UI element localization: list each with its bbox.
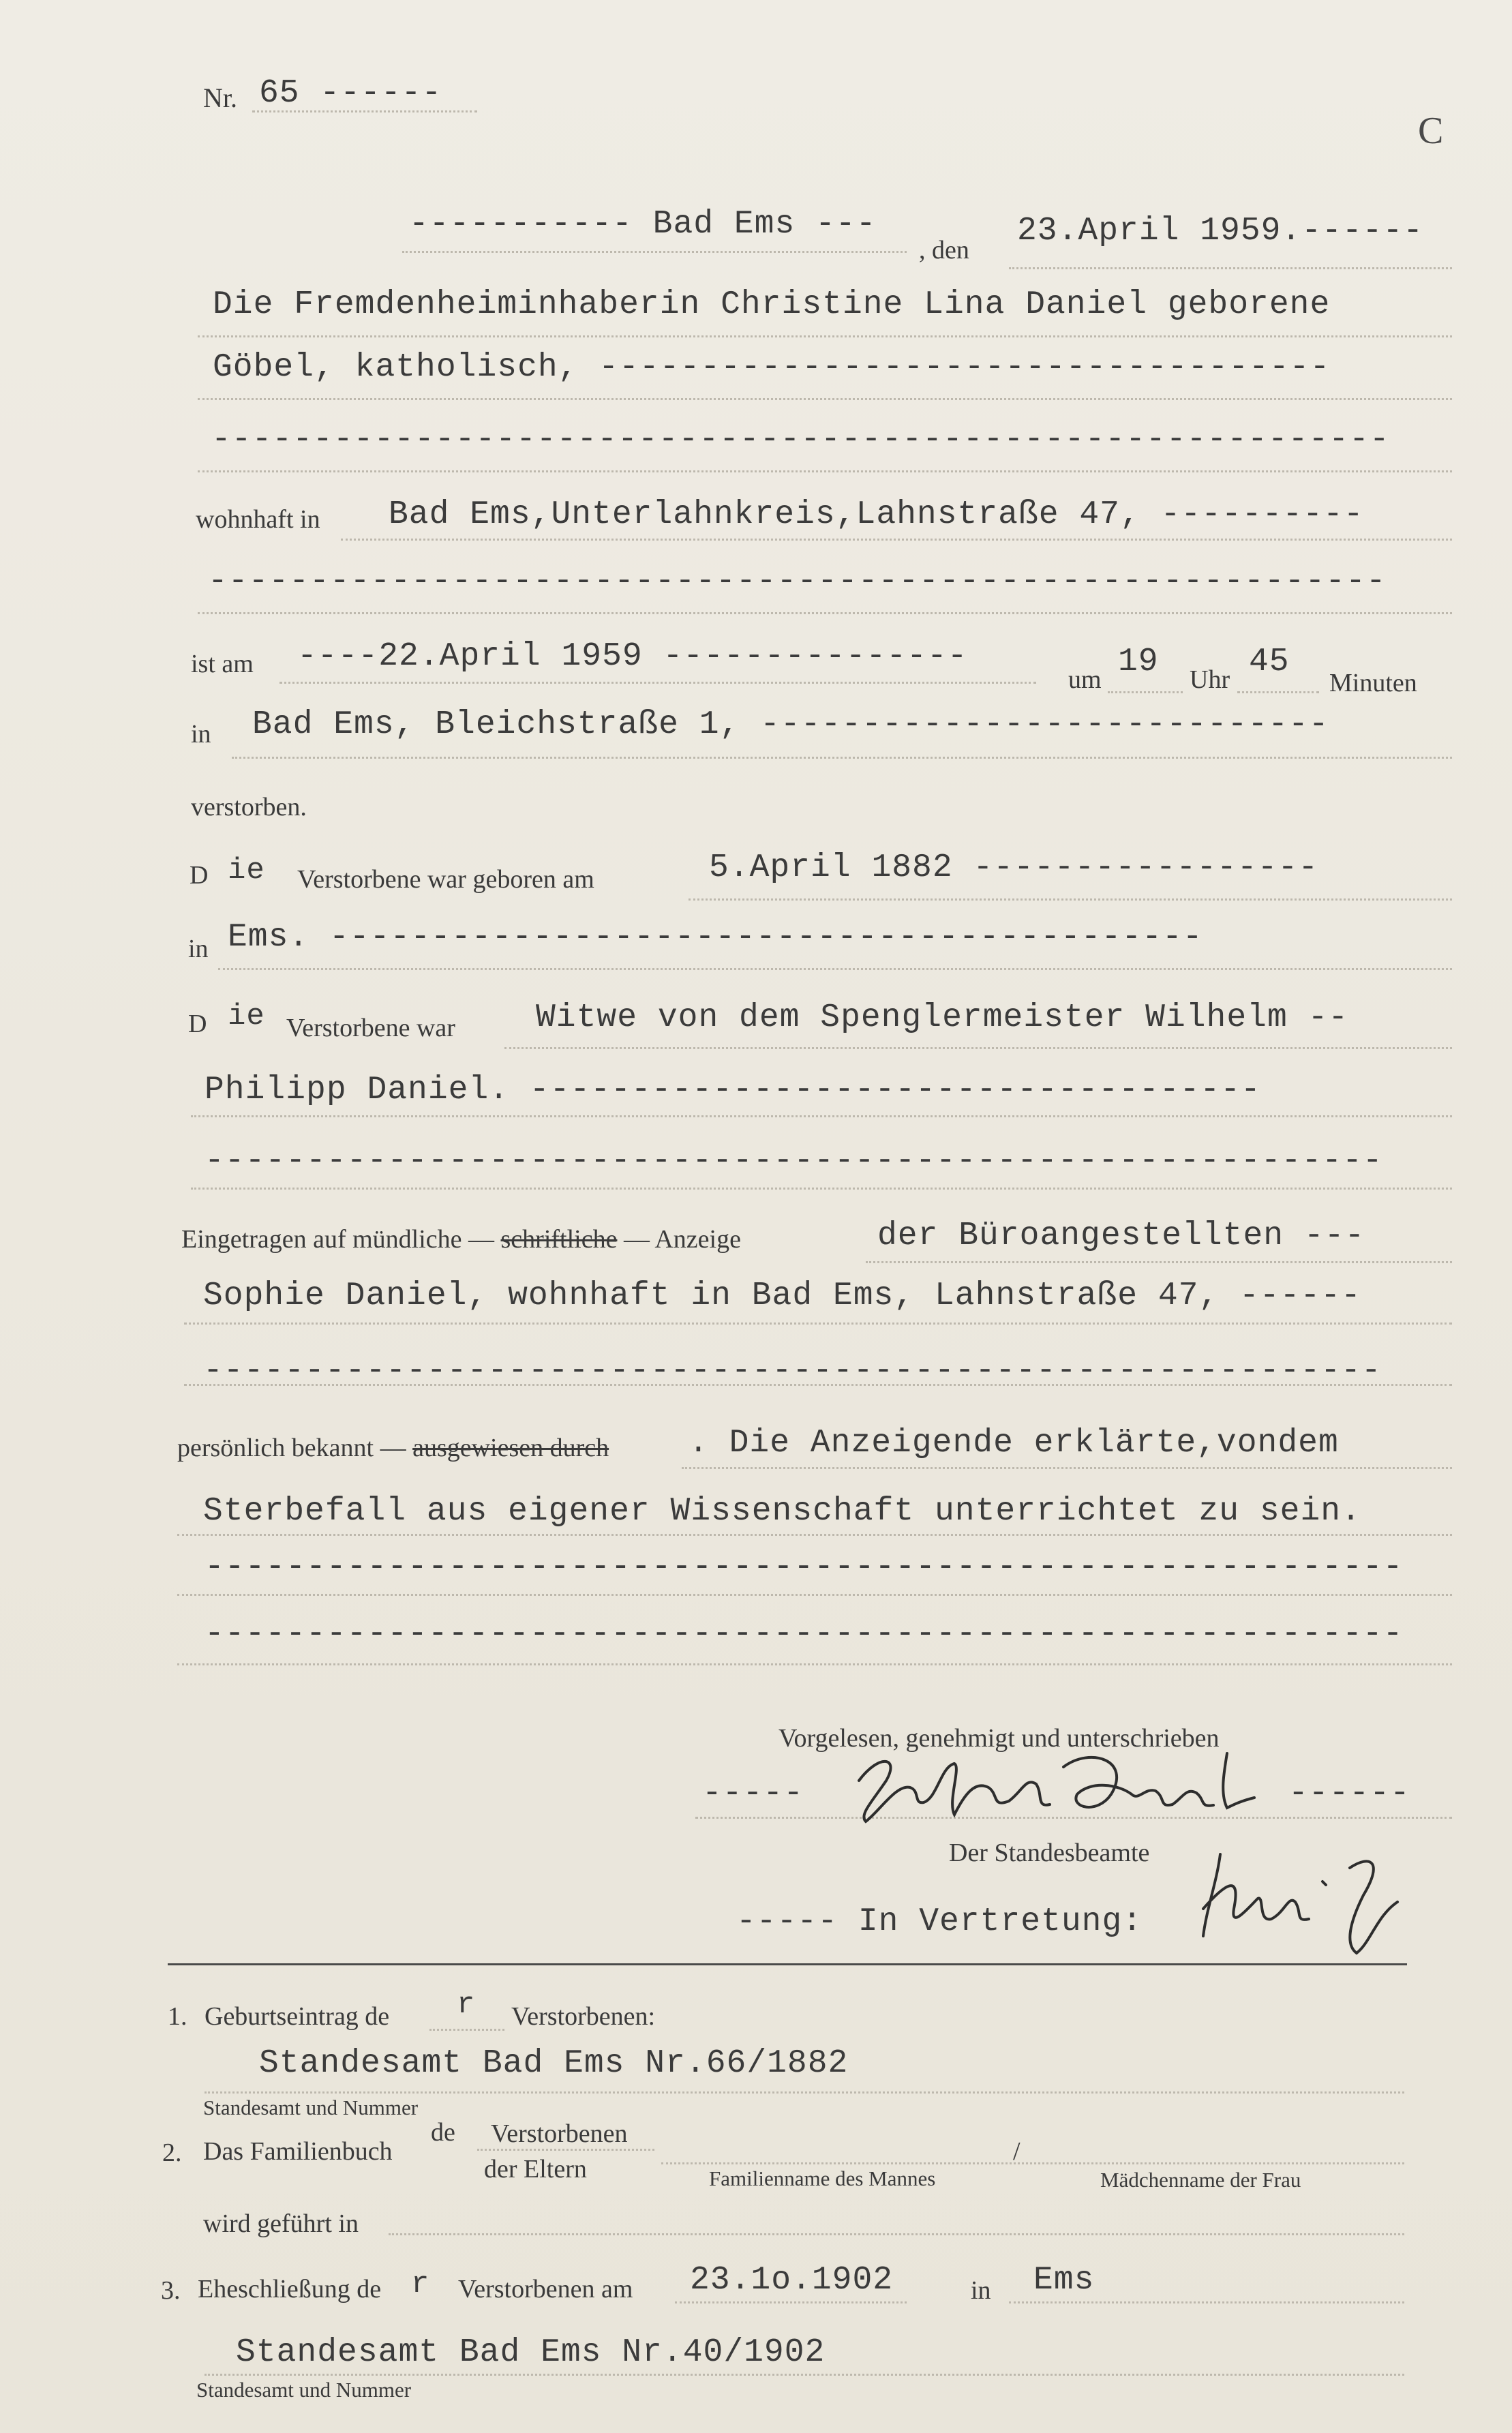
note-1-label: Geburtseintrag de (205, 2002, 390, 2031)
death-place-rule (232, 757, 1452, 759)
marital-line-3: ---------------------------------------------------------- (205, 1143, 1383, 1179)
note-2-deceased-rule (477, 2149, 654, 2151)
note-2-names-rule (661, 2162, 1404, 2164)
note-1-suffix: r (457, 1988, 476, 2022)
note-2-de: de (431, 2118, 455, 2147)
birth-label: Verstorbene war geboren am (297, 865, 594, 894)
read-approved-label: Vorgelesen, genehmigt und unterschrieben (778, 1724, 1220, 1753)
birth-place-rule (218, 968, 1452, 970)
known-label (177, 1433, 609, 1463)
entry-label-oral: Eingetragen auf mündliche — (181, 1225, 495, 1254)
declarant-line-3-rule (198, 470, 1452, 472)
death-place-label: in (191, 720, 211, 749)
entry-label (181, 1224, 741, 1254)
residence-line-2-rule (198, 612, 1452, 614)
known-line-2-rule (177, 1534, 1452, 1536)
entry-label-notice: — Anzeige (623, 1225, 741, 1254)
known-line-3-rule (177, 1594, 1452, 1596)
marital-label: Verstorbene war (286, 1014, 455, 1042)
note-2-kept-label: wird geführt in (203, 2209, 359, 2238)
birth-date: 5.April 1882 ----------------- (709, 849, 1319, 886)
residence-line-1-rule (341, 539, 1452, 541)
record-number-line (252, 110, 477, 112)
note-2-caption-wife: Mädchenname der Frau (1100, 2168, 1301, 2192)
declarant-line-2: Göbel, katholisch, ------------------------------------ (213, 349, 1331, 386)
death-date: ----22.April 1959 --------------- (297, 638, 968, 675)
known-label-struck: ausgewiesen durch (412, 1434, 609, 1462)
deputy-label: ----- In Vertretung: (736, 1903, 1143, 1940)
registrar-signature (1193, 1834, 1418, 1956)
birth-date-rule (689, 898, 1452, 901)
note-3-place: Ems (1033, 2262, 1095, 2299)
uhr-label: Uhr (1190, 665, 1230, 694)
signature-dash-right: ------ (1288, 1775, 1410, 1812)
known-line-4-rule (177, 1663, 1452, 1665)
note-3-date: 23.1o.1902 (690, 2262, 894, 2299)
death-minutes-rule (1237, 691, 1319, 693)
place-line (402, 251, 907, 253)
note-3-number: 3. (161, 2276, 181, 2305)
registry-place: ----------- Bad Ems --- (409, 206, 877, 243)
entry-label-written-struck: schriftliche (500, 1225, 618, 1254)
note-2-label: Das Familienbuch (203, 2137, 393, 2166)
known-line-1-rule (682, 1467, 1452, 1469)
informant-line-1-rule (866, 1261, 1452, 1263)
den-label: , den (919, 236, 969, 265)
um-label: um (1068, 665, 1102, 694)
informant-line-3-rule (184, 1384, 1452, 1386)
note-1-number: 1. (168, 2002, 187, 2031)
informant-line-1: der Büroangestellten --- (877, 1218, 1365, 1254)
death-place: Bad Ems, Bleichstraße 1, ---------------------------- (252, 706, 1329, 743)
birth-place-label: in (188, 935, 209, 963)
nr-label: Nr. (203, 82, 237, 113)
residence-line-2: ---------------------------------------------------------- (208, 563, 1387, 600)
informant-line-2: Sophie Daniel, wohnhaft in Bad Ems, Lahnstraße 47, ------ (203, 1278, 1361, 1314)
record-date: 23.April 1959.------ (1017, 213, 1424, 250)
marital-line-3-rule (191, 1188, 1452, 1190)
marital-line-1-rule (504, 1047, 1452, 1049)
residence-line-1: Bad Ems,Unterlahnkreis,Lahnstraße 47, ---------- (389, 496, 1364, 533)
note-3-label-b: Verstorbenen am (458, 2275, 633, 2303)
informant-line-3: ---------------------------------------------------------- (203, 1352, 1382, 1389)
marital-d-label: D (188, 1010, 207, 1038)
record-number: 65 ------ (259, 75, 442, 112)
date-line (1009, 267, 1452, 269)
minuten-label: Minuten (1329, 669, 1417, 697)
note-1-value: Standesamt Bad Ems Nr.66/1882 (259, 2045, 849, 2082)
note-3-caption: Standesamt und Nummer (196, 2378, 412, 2402)
death-hour-rule (1108, 691, 1183, 693)
note-3-suffix: r (411, 2267, 430, 2301)
note-3-value: Standesamt Bad Ems Nr.40/1902 (236, 2334, 826, 2371)
note-2-slash: / (1013, 2137, 1020, 2166)
note-3-place-rule (1009, 2301, 1404, 2303)
declarant-line-2-rule (198, 398, 1452, 400)
note-3-value-rule (205, 2374, 1404, 2376)
residence-label: wohnhaft in (196, 505, 320, 534)
birth-ie: ie (228, 853, 265, 888)
note-2-kept-rule (389, 2233, 1404, 2235)
death-date-rule (279, 682, 1036, 684)
note-2-deceased: Verstorbenen (491, 2119, 628, 2148)
birth-d-label: D (190, 861, 209, 890)
known-line-3: ----------------------------------------------------------- (205, 1549, 1404, 1586)
known-line-1: . Die Anzeigende erklärte,vondem (689, 1425, 1339, 1462)
note-1-suffix-rule (429, 2029, 504, 2031)
section-divider (168, 1963, 1407, 1965)
known-line-2: Sterbefall aus eigener Wissenschaft unterrichtet zu sein. (203, 1493, 1361, 1530)
note-3-in: in (971, 2276, 991, 2305)
informant-line-2-rule (184, 1323, 1452, 1325)
signature-dash-left: ----- (702, 1775, 804, 1812)
declarant-line-3: ---------------------------------------------------------- (211, 421, 1390, 458)
birth-place: Ems. ------------------------------------------- (228, 919, 1203, 956)
note-3-label: Eheschließung de (198, 2275, 382, 2303)
marital-line-1: Witwe von dem Spenglermeister Wilhelm -- (536, 999, 1349, 1036)
death-hour: 19 (1118, 644, 1159, 680)
death-date-label: ist am (191, 650, 254, 678)
registrar-label: Der Standesbeamte (949, 1839, 1150, 1867)
known-line-4: ----------------------------------------------------------- (205, 1616, 1404, 1652)
note-2-parents: der Eltern (484, 2155, 587, 2183)
marital-line-2-rule (191, 1115, 1452, 1117)
note-3-date-rule-2 (675, 2301, 907, 2303)
informant-signature (845, 1740, 1268, 1828)
declarant-line-1: Die Fremdenheiminhaberin Christine Lina Daniel geborene (213, 286, 1331, 323)
death-minutes: 45 (1249, 644, 1290, 680)
note-1-value-rule (205, 2091, 1404, 2094)
note-2-number: 2. (162, 2139, 182, 2167)
note-1-label-b: Verstorbenen: (511, 2002, 656, 2031)
marital-line-2: Philipp Daniel. ------------------------------------ (205, 1072, 1261, 1108)
marital-ie: ie (228, 999, 265, 1033)
note-2-caption-husband: Familienname des Mannes (709, 2166, 936, 2190)
known-label-text: persönlich bekannt — (177, 1434, 406, 1462)
verstorben-label: verstorben. (191, 793, 307, 821)
corner-letter: C (1418, 110, 1444, 152)
note-1-caption: Standesamt und Nummer (203, 2096, 419, 2119)
declarant-line-1-rule (198, 335, 1452, 337)
